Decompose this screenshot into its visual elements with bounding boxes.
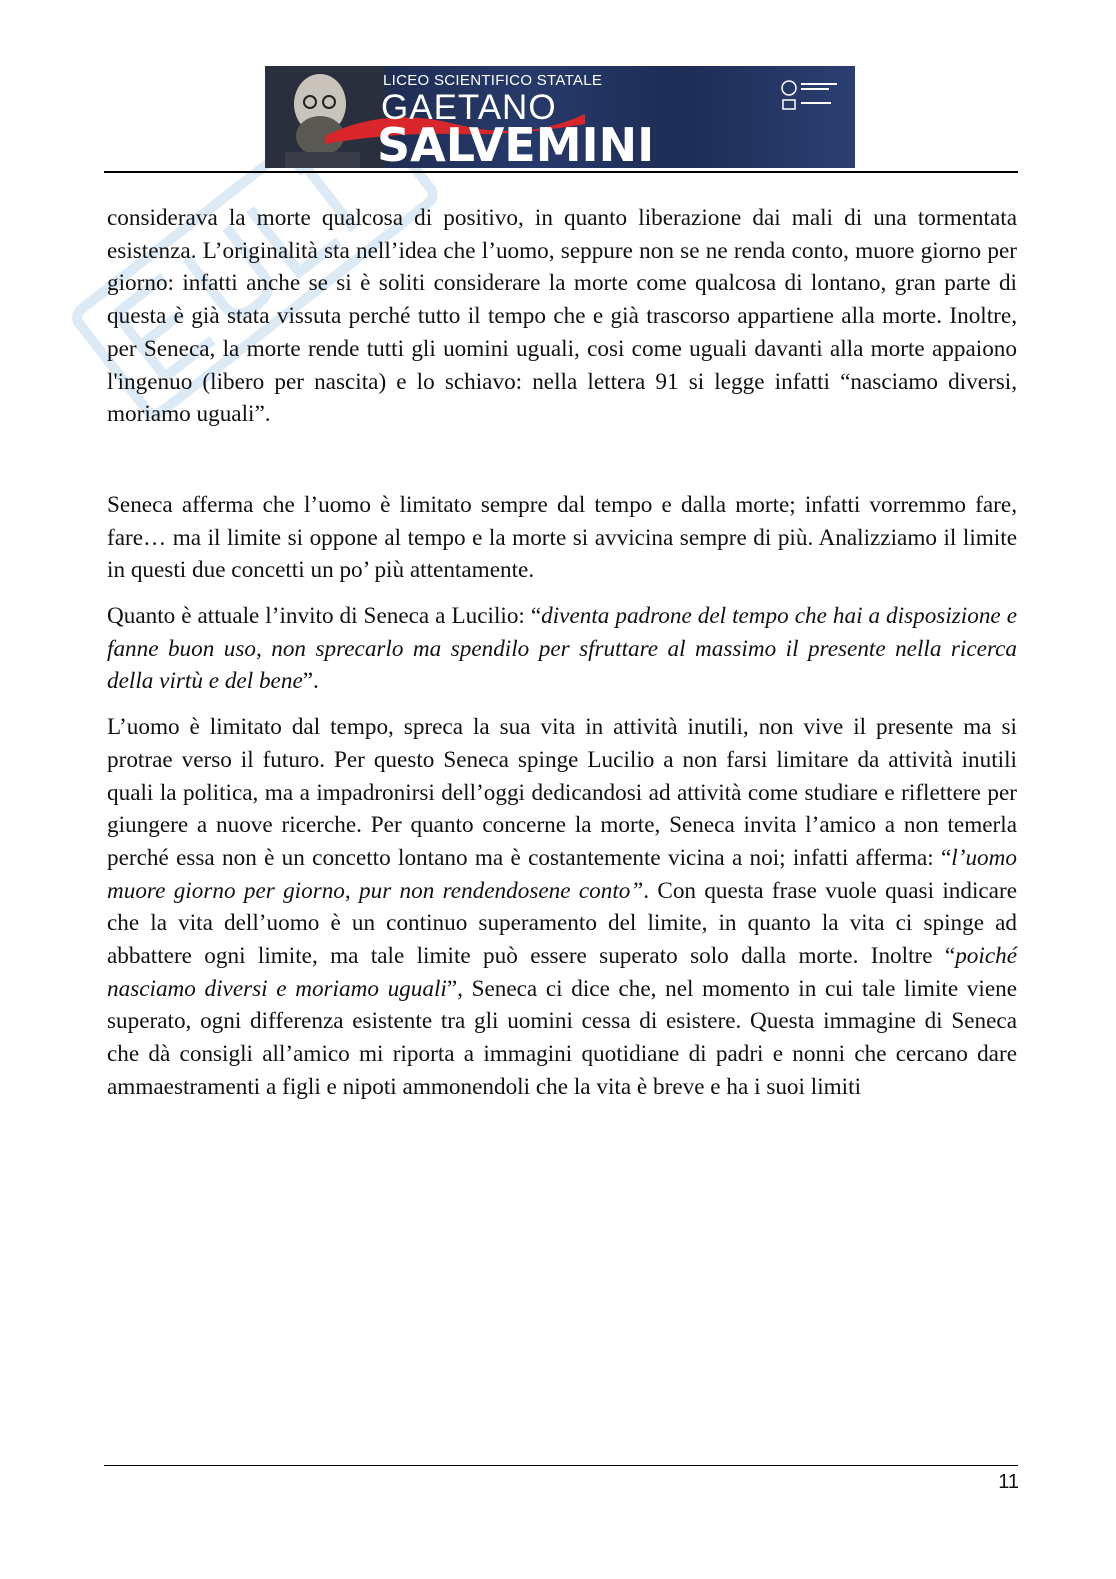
paragraph-4-text-2: . Con questa frase vuole quasi indicare che la vita dell’uomo è un continuo superamento del limite, in quanto la vita ci spinge ad abbattere ogni limite, ma tale limite può essere superato solo dalla morte. Inoltre “ [107, 877, 1017, 970]
page-number: 11 [998, 1471, 1019, 1493]
document-body [107, 202, 1017, 1104]
header-divider [104, 171, 1018, 173]
paragraph-4-quote-1: l’uomo muore giorno per giorno, pur non rendendosene conto” [107, 844, 1017, 904]
paragraph-3 [107, 600, 1017, 698]
paragraph-3-text: Quanto è attuale l’invito di Seneca a Lucilio: “ [107, 603, 542, 630]
paragraph-3-end: ”. [302, 668, 319, 695]
paragraph-4 [107, 711, 1017, 1103]
paragraph-4-text-3: ”, Seneca ci dice che, nel momento in cui tale limite viene superato, ogni differenza esistente tra gli uomini cessa di esistere. Questa immagine di Seneca che dà consigli all’amico mi riporta a immagini quotidiane di padri e nonni che cercano dare ammaestramenti a figli e nipoti ammonendoli che la vita è breve e ha i suoi limiti [107, 975, 1017, 1100]
footer-divider [104, 1465, 1018, 1466]
school-first-name: GAETANO [381, 88, 557, 127]
paragraph-4-quote-2: poiché nasciamo diversi e moriamo uguali [107, 943, 1017, 1002]
ministry-emblem-icon [779, 78, 843, 114]
paragraph-1: considerava la morte qualcosa di positivo, in quanto liberazione dai mali di una tormentata esistenza. L’originalità sta nell’idea che l’uomo, seppure non se ne renda conto, muore giorno per giorno: infatti anche se si è soliti considerare la morte come qualcosa di lontano, gran parte di questa è già stata vissuta perché tutto il tempo che e già trascorso appartiene alla morte. Inoltre, per Seneca, la morte rende tutti gli uomini uguali, cosi come uguali davanti alla morte appaiono l'ingenuo (libero per nascita) e lo schiavo: nella lettera 91 si legge infatti “nasciamo diversi, moriamo uguali”. [107, 205, 1017, 428]
paragraph-2: Seneca afferma che l’uomo è limitato sempre dal tempo e dalla morte; infatti vorremmo fare, fare… ma il limite si oppone al tempo e la morte si avvicina sempre di più. Analizziamo il limite in questi due concetti un po’ più attentamente. [107, 491, 1017, 584]
school-header-banner [265, 66, 855, 168]
school-type: LICEO SCIENTIFICO STATALE [383, 72, 603, 89]
paragraph-4-text: L’uomo è limitato dal tempo, spreca la sua vita in attività inutili, non vive il presente ma si protrae verso il futuro. Per questo Seneca spinge Lucilio a non farsi limitare da attività inutili quali la politica, ma a impadronirsi dell’oggi dedicandosi ad attività come studiare e riflettere per giungere a nuove ricerche. Per quanto concerne la morte, Seneca invita l’amico a non temerla perché essa non è un concetto lontano ma è costantemente vicina a noi; infatti afferma: “ [107, 714, 1017, 871]
school-last-name: SALVEMINI [377, 118, 655, 168]
paragraph-3-quote: diventa padrone del tempo che hai a disposizione e fanne buon uso, non sprecarlo ma spendilo per sfruttare al massimo il presente nella ricerca della virtù e del bene [107, 603, 1017, 695]
